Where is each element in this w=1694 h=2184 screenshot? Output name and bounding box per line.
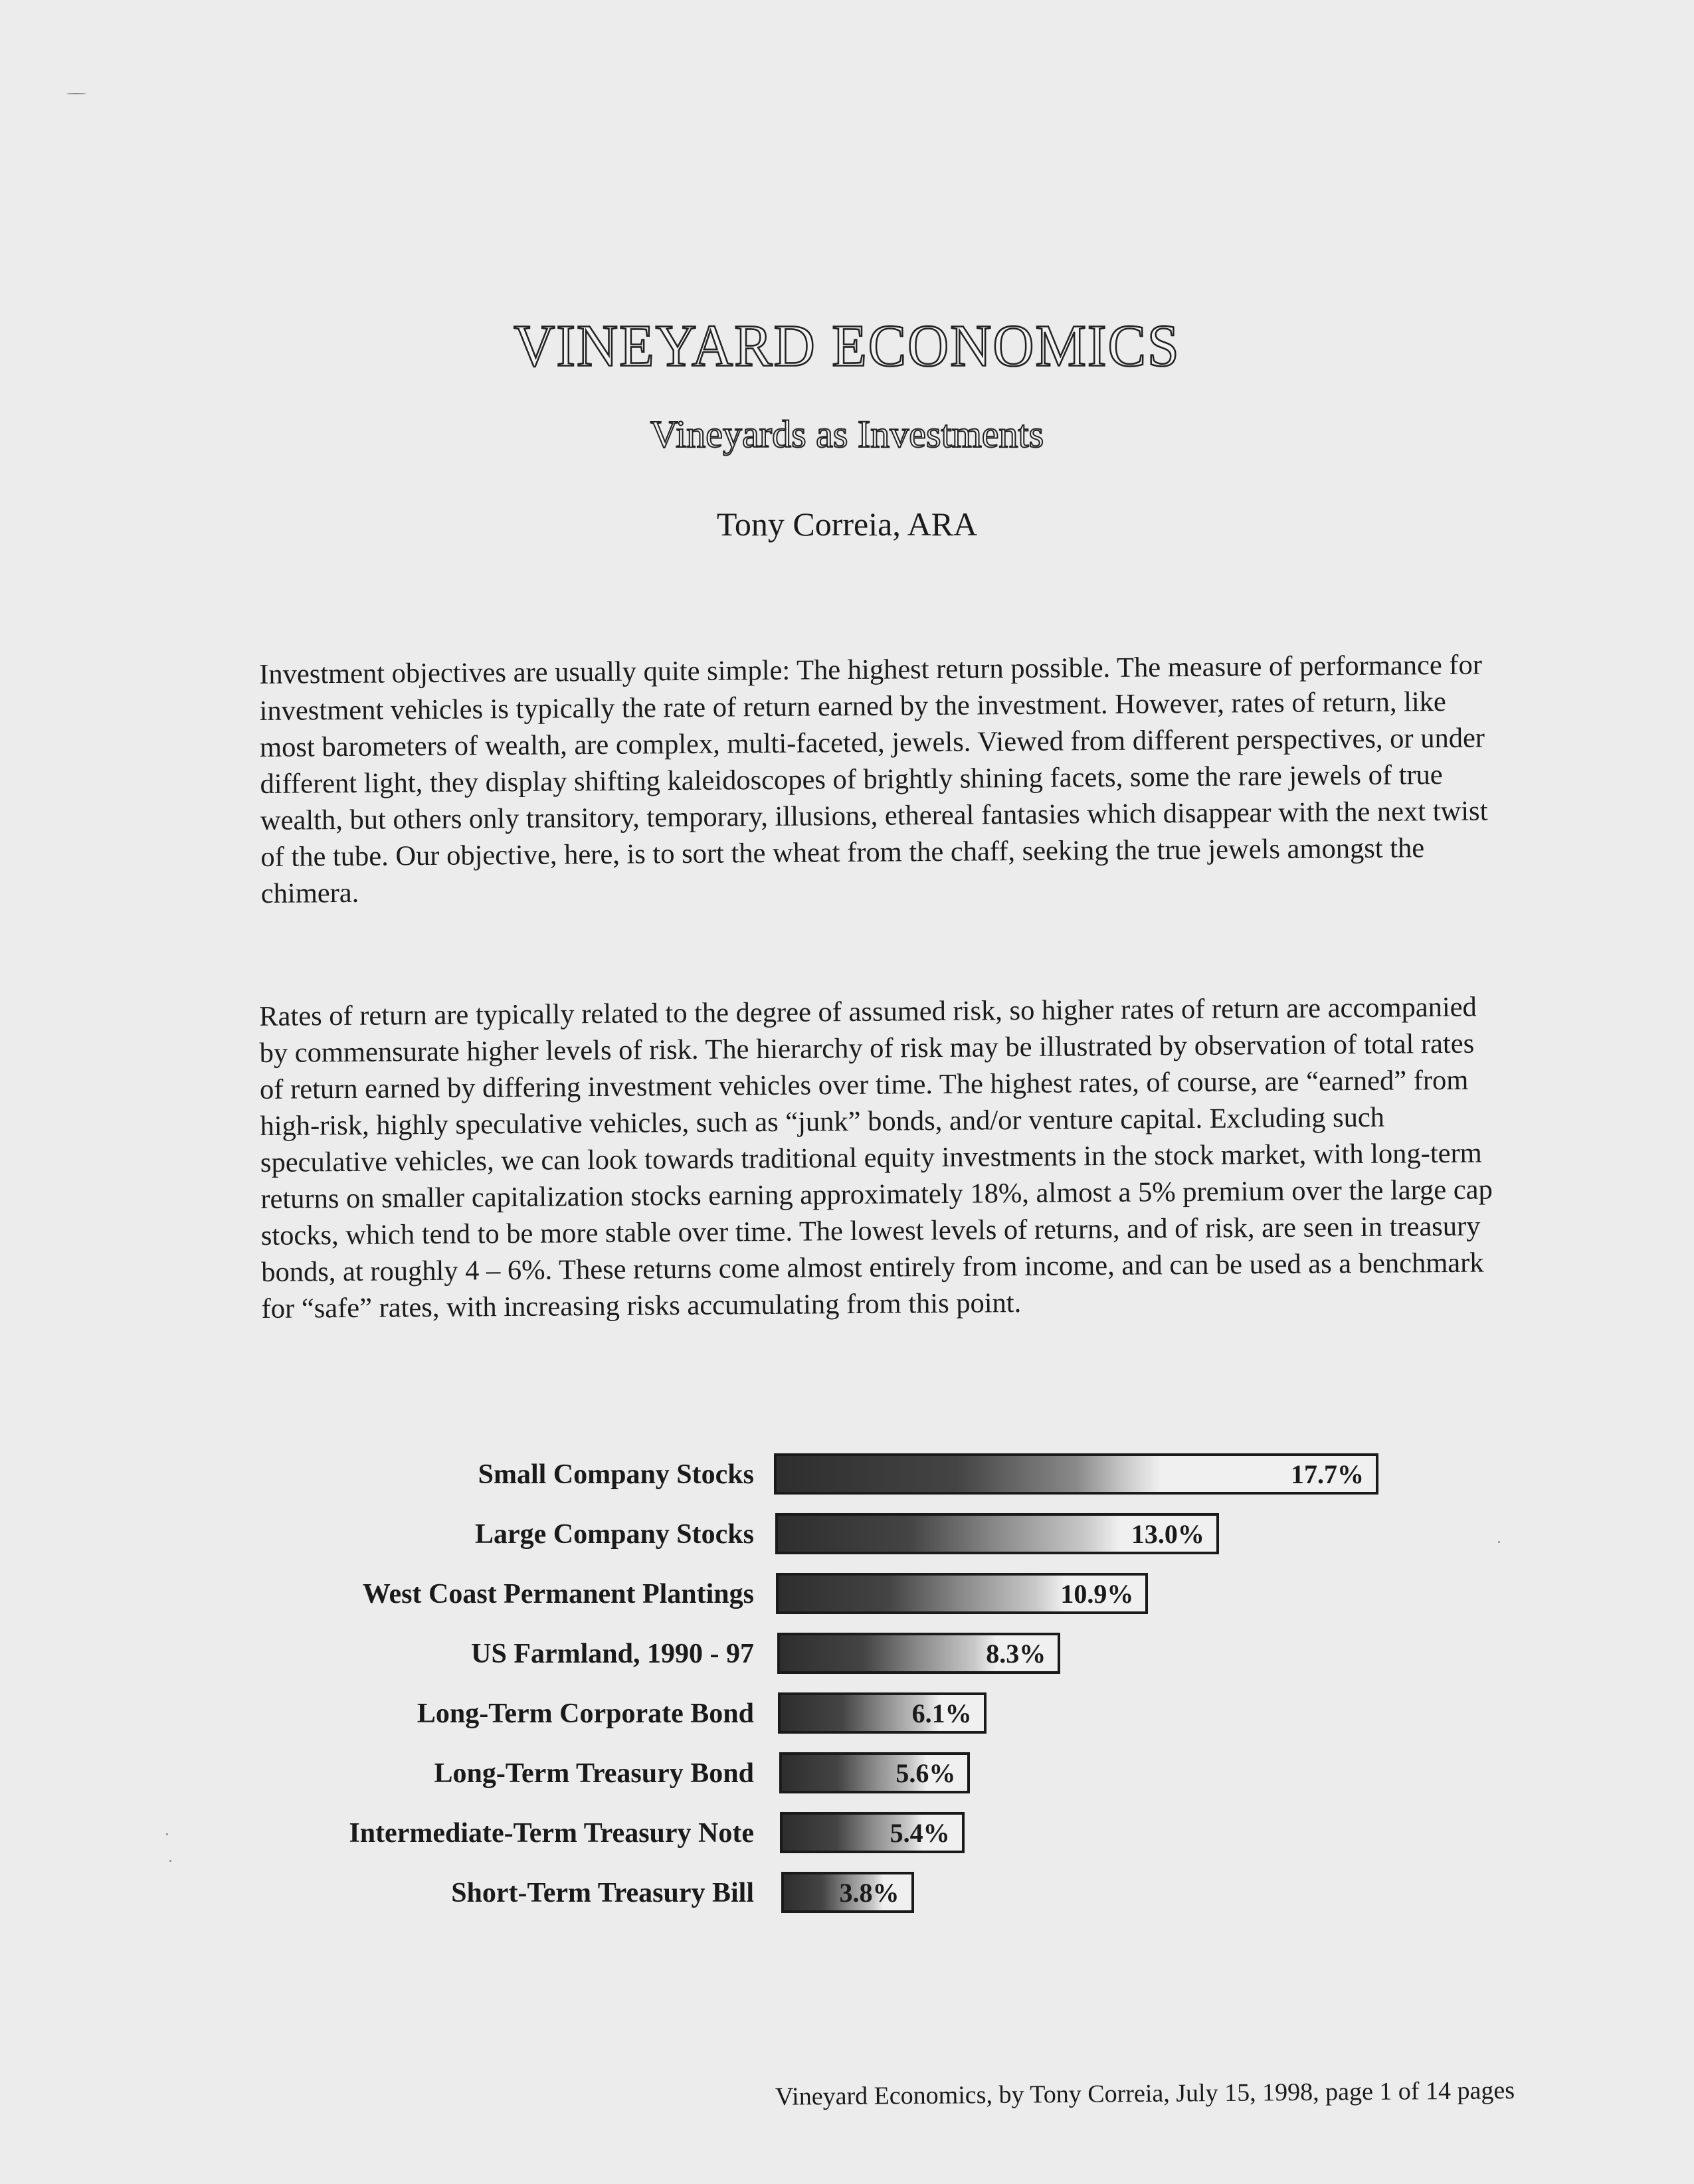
bar-value-label: 5.4% <box>890 1818 950 1848</box>
chart-row <box>0 1747 1694 1800</box>
chart-row <box>0 1866 1694 1920</box>
scan-mark <box>169 1860 171 1862</box>
document-subtitle: Vineyards as Investments <box>650 412 1044 456</box>
bar-value-label: 10.9% <box>1060 1579 1134 1609</box>
paragraph-rates-of-return: Rates of return are typically related to the degree of assumed risk, so higher rates of return are accompanied by commensurate higher levels of risk. The hierarchy of risk may be illustrated by observation of total rates of return earned by differing investment vehicles over time. The highest rates, of course, are “earned” from high-risk, highly speculative vehicles, such as “junk” bonds, and/or venture capital. Excluding such speculative vehicles, we can look towards traditional equity investments in the stock market, with long-term returns on smaller capitalization stocks earning approximately 18%, almost a 5% premium over the large cap stocks, which tend to be more stable over time. The lowest levels of returns, and of risk, are seen in treasury bonds, at roughly 4 – 6%. These returns come almost entirely from income, and can be used as a benchmark for “safe” rates, with increasing risks accumulating from this point. <box>259 991 1493 1324</box>
document-author: Tony Correia, ARA <box>716 505 978 543</box>
bar-value-label: 3.8% <box>839 1878 899 1908</box>
chart-row <box>0 1627 1694 1681</box>
bar <box>775 1513 1219 1554</box>
chart-row <box>0 1687 1694 1740</box>
category-label: Short-Term Treasury Bill <box>451 1878 754 1908</box>
bar-value-label: 13.0% <box>1131 1519 1204 1549</box>
category-label: Large Company Stocks <box>474 1519 754 1550</box>
page-footer: Vineyard Economics, by Tony Correia, July 15, 1998, page 1 of 14 pages <box>775 2076 1515 2111</box>
bar-value-label: 6.1% <box>911 1698 972 1728</box>
bar-gradient-fill <box>777 1456 1376 1492</box>
category-label: Intermediate-Term Treasury Note <box>349 1818 754 1849</box>
category-label: US Farmland, 1990 - 97 <box>471 1639 754 1669</box>
category-label: Small Company Stocks <box>478 1459 754 1490</box>
chart-row <box>0 1508 1694 1561</box>
chart-row <box>0 1448 1694 1501</box>
bar-value-label: 17.7% <box>1291 1459 1364 1489</box>
category-label: Long-Term Corporate Bond <box>417 1698 754 1729</box>
bar <box>774 1453 1378 1495</box>
chart-row <box>0 1568 1694 1621</box>
chart-row <box>0 1807 1694 1860</box>
returns-bar-chart <box>0 1435 1694 1940</box>
bar <box>778 1692 987 1734</box>
bar <box>777 1633 1061 1674</box>
document-title: VINEYARD ECONOMICS <box>514 312 1180 379</box>
category-label: Long-Term Treasury Bond <box>434 1758 754 1789</box>
bar-value-label: 8.3% <box>986 1639 1046 1669</box>
bar <box>781 1872 914 1913</box>
bar <box>776 1573 1148 1614</box>
scan-mark <box>1498 1541 1500 1543</box>
bar <box>779 1752 971 1793</box>
paragraph-investment-objectives: Investment objectives are usually quite simple: The highest return possible. The measure of performance for investment vehicles is typically the rate of return earned by the investment. However, rates of return, like most barometers of wealth, are complex, multi-faceted, jewels. Viewed from different perspectives, or under different light, they display shifting kaleidoscopes of brightly shining facets, some the rare jewels of true wealth, but others only transitory, temporary, illusions, ethereal fantasies which disappear with the next twist of the tube. Our objective, here, is to sort the wheat from the chaff, seeking the true jewels amongst the chimera. <box>259 649 1488 909</box>
bar <box>780 1812 965 1853</box>
category-label: West Coast Permanent Plantings <box>362 1579 754 1609</box>
scan-mark <box>166 1833 168 1835</box>
scan-mark <box>66 93 86 94</box>
bar-value-label: 5.6% <box>895 1758 956 1788</box>
